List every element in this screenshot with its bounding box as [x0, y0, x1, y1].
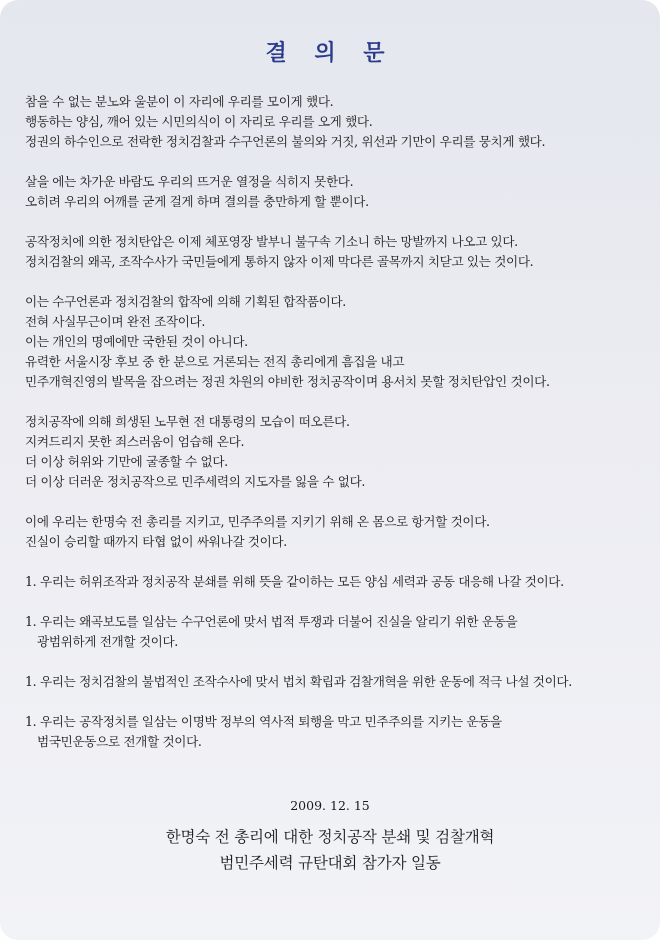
- text-line: 정권의 하수인으로 전락한 정치검찰과 수구언론의 불의와 거짓, 위선과 기만이 우리를 뭉치게 했다.: [25, 134, 546, 149]
- resolution-line: 광범위하게 전개할 것이다.: [37, 634, 178, 649]
- signature-line: 범민주세력 규탄대회 참가자 일동: [219, 854, 441, 872]
- text-line: 정치공작에 의해 희생된 노무현 전 대통령의 모습이 떠오른다.: [25, 414, 350, 429]
- resolution-line: 1. 우리는 공작정치를 일삼는 이명박 정부의 역사적 퇴행을 막고 민주주의를 지키는 운동을: [25, 714, 502, 729]
- text-line: 더 이상 허위와 기만에 굴종할 수 없다.: [25, 454, 228, 469]
- text-line: 이는 수구언론과 정치검찰의 합작에 의해 기획된 합작품이다.: [25, 294, 346, 309]
- document-body: [25, 92, 655, 772]
- signature-line: 한명숙 전 총리에 대한 정치공작 분쇄 및 검찰개혁: [165, 828, 495, 846]
- text-line: 공작정치에 의한 정치탄압은 이제 체포영장 발부니 불구속 기소니 하는 망발까지 나오고 있다.: [25, 234, 518, 249]
- document-title: 결 의 문: [265, 40, 395, 66]
- text-line: 정치검찰의 왜곡, 조작수사가 국민들에게 통하지 않자 이제 막다른 골목까지 치닫고 있는 것이다.: [25, 254, 534, 269]
- paragraph-5: [25, 412, 655, 492]
- resolution-item-1: [25, 572, 655, 592]
- text-line: 진실이 승리할 때까지 타협 없이 싸워나갈 것이다.: [25, 534, 287, 549]
- text-line: 민주개혁진영의 발목을 잡으려는 정권 차원의 야비한 정치공작이며 용서치 못할 정치탄압인 것이다.: [25, 374, 550, 389]
- paragraph-3: [25, 232, 655, 272]
- text-line: 행동하는 양심, 깨어 있는 시민의식이 이 자리로 우리를 오게 했다.: [25, 114, 373, 129]
- paragraph-1: [25, 92, 655, 152]
- text-line: 유력한 서울시장 후보 중 한 분으로 거론되는 전직 총리에게 흠집을 내고: [25, 354, 405, 369]
- text-line: 살을 에는 차가운 바람도 우리의 뜨거운 열정을 식히지 못한다.: [25, 174, 354, 189]
- paragraph-4: [25, 292, 655, 392]
- resolution-item-3: [25, 672, 655, 692]
- text-line: 이에 우리는 한명숙 전 총리를 지키고, 민주주의를 지키기 위해 온 몸으로 항거할 것이다.: [25, 514, 490, 529]
- paragraph-2: [25, 172, 655, 212]
- text-line: 전혀 사실무근이며 완전 조작이다.: [25, 314, 206, 329]
- document-footer: [0, 796, 660, 876]
- text-line: 오히려 우리의 어깨를 굳게 걸게 하며 결의를 충만하게 할 뿐이다.: [25, 194, 369, 209]
- resolution-line: 1. 우리는 왜곡보도를 일삼는 수구언론에 맞서 법적 투쟁과 더불어 진실을 알리기 위한 운동을: [25, 614, 518, 629]
- resolution-line: 1. 우리는 허위조작과 정치공작 분쇄를 위해 뜻을 같이하는 모든 양심 세력과 공동 대응해 나갈 것이다.: [25, 574, 564, 589]
- paragraph-6: [25, 512, 655, 552]
- resolution-item-4: [25, 712, 655, 752]
- text-line: 더 이상 더러운 정치공작으로 민주세력의 지도자를 잃을 수 없다.: [25, 474, 366, 489]
- resolution-line: 1. 우리는 정치검찰의 불법적인 조작수사에 맞서 법치 확립과 검찰개혁을 위한 운동에 적극 나설 것이다.: [25, 674, 572, 689]
- document-date: 2009. 12. 15: [290, 798, 370, 813]
- resolution-item-2: [25, 612, 655, 652]
- text-line: 지켜드리지 못한 죄스러움이 엄습해 온다.: [25, 434, 245, 449]
- text-line: 참을 수 없는 분노와 울분이 이 자리에 우리를 모이게 했다.: [25, 94, 334, 109]
- text-line: 이는 개인의 명예에만 국한된 것이 아니다.: [25, 334, 248, 349]
- resolution-line: 범국민운동으로 전개할 것이다.: [37, 734, 202, 749]
